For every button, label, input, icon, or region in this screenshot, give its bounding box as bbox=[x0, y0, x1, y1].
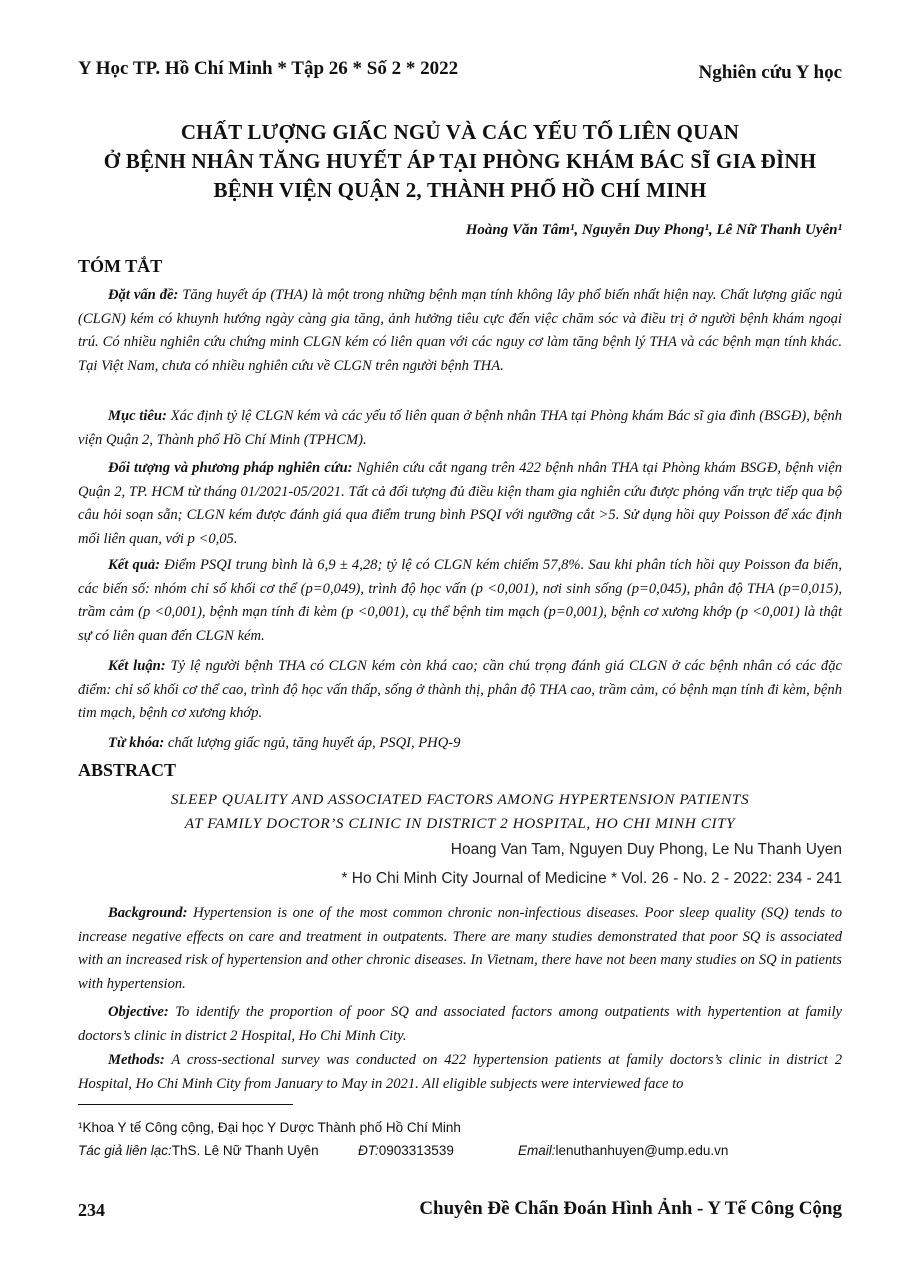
paragraph-label: Methods: bbox=[108, 1052, 165, 1068]
summary-paragraph bbox=[78, 405, 842, 452]
abstract-title bbox=[78, 788, 842, 836]
contact-name: ThS. Lê Nữ Thanh Uyên bbox=[171, 1143, 319, 1158]
paragraph-text: Tỷ lệ người bệnh THA có CLGN kém còn khá cao; cần chú trọng đánh giá CLGN ở các bệnh nhân có các đặc điểm: chỉ số khối cơ thể cao, trình độ học vấn thấp, sống ở thành thị, phân độ THA cao, trầm cảm, có bệnh mạn tính đi kèm, bệnh tim mạch, bệnh cơ xương khớp. bbox=[78, 658, 842, 722]
phone-number: 0903313539 bbox=[378, 1143, 454, 1158]
paragraph-label: Đối tượng và phương pháp nghiên cứu: bbox=[108, 460, 353, 476]
contact-label: Tác giả liên lạc: bbox=[78, 1143, 172, 1158]
paragraph-text: chất lượng giấc ngủ, tăng huyết áp, PSQI, PHQ-9 bbox=[164, 735, 461, 751]
abstract-citation: * Ho Chi Minh City Journal of Medicine * Vol. 26 - No. 2 - 2022: 234 - 241 bbox=[341, 870, 842, 887]
abstract-heading: ABSTRACT bbox=[78, 760, 177, 780]
special-issue-footer: Chuyên Đề Chẩn Đoán Hình Ảnh - Y Tế Công Cộng bbox=[419, 1198, 842, 1219]
summary-paragraph bbox=[78, 284, 842, 378]
keywords bbox=[78, 732, 842, 756]
summary-paragraph bbox=[78, 655, 842, 726]
paragraph-text: Tăng huyết áp (THA) là một trong những bệnh mạn tính không lây phổ biến nhất hiện nay. Chất lượng giấc ngủ (CLGN) kém có khuynh hướng ngày càng gia tăng, ảnh hưởng tiêu cực đến việc chăm sóc và điều trị ở người bệnh khám ngoại trú. Có nhiều nghiên cứu chứng minh CLGN kém có liên quan với các nguy cơ làm tăng bệnh lý THA và các bệnh mạn tính khác. Tại Việt Nam, chưa có nhiều nghiên cứu về CLGN trên người bệnh THA. bbox=[78, 287, 842, 374]
email-address: lenuthanhuyen@ump.edu.vn bbox=[555, 1143, 729, 1158]
summary-paragraph bbox=[78, 457, 842, 551]
paragraph-label: Từ khóa: bbox=[108, 735, 165, 751]
footnote-divider bbox=[78, 1104, 293, 1105]
abstract-title-line: SLEEP QUALITY AND ASSOCIATED FACTORS AMONG HYPERTENSION PATIENTS bbox=[170, 791, 750, 808]
title-line: BỆNH VIỆN QUẬN 2, THÀNH PHỐ HỒ CHÍ MINH bbox=[213, 178, 707, 202]
page-number: 234 bbox=[78, 1200, 105, 1220]
abstract-paragraph bbox=[78, 1049, 842, 1096]
phone-label: ĐT: bbox=[358, 1143, 379, 1158]
paragraph-text: To identify the proportion of poor SQ and associated factors among outpatients with hypertention at family doctors’s clinic in district 2 Hospital, Ho Chi Minh City. bbox=[78, 1004, 842, 1044]
summary-heading: TÓM TẮT bbox=[78, 256, 163, 276]
section-header: Nghiên cứu Y học bbox=[698, 62, 842, 83]
paragraph-label: Mục tiêu: bbox=[108, 408, 167, 424]
summary-paragraph bbox=[78, 554, 842, 648]
paragraph-label: Background: bbox=[108, 905, 188, 921]
paragraph-text: Điểm PSQI trung bình là 6,9 ± 4,28; tỷ lệ có CLGN kém chiếm 57,8%. Sau khi phân tích hồi quy Poisson đa biến, các biến số: nhóm chỉ số khối cơ thể (p=0,049), trình độ học vấn (p <0,001), nơi sinh sống (p=0,045), phân độ THA (p=0,015), trầm cảm (p <0,001), bệnh mạn tính đi kèm (p <0,001), cụ thể bệnh tim mạch (p=0,001), bệnh cơ xương khớp (p <0,001) là thật sự có liên quan đến CLGN kém. bbox=[78, 557, 842, 644]
abstract-paragraph bbox=[78, 1001, 842, 1048]
abstract-paragraph bbox=[78, 902, 842, 996]
article-title bbox=[60, 118, 860, 205]
journal-header: Y Học TP. Hồ Chí Minh * Tập 26 * Số 2 * 2022 bbox=[78, 58, 459, 79]
abstract-title-line: AT FAMILY DOCTOR’S CLINIC IN DISTRICT 2 HOSPITAL, HO CHI MINH CITY bbox=[184, 815, 736, 832]
paragraph-label: Đặt vấn đề: bbox=[108, 287, 179, 303]
paragraph-text: A cross-sectional survey was conducted on 422 hypertension patients at family doctors’s clinic in district 2 Hospital, Ho Chi Minh City from January to May in 2021. All eligible subjects were interviewed face to bbox=[78, 1052, 842, 1092]
abstract-authors: Hoang Van Tam, Nguyen Duy Phong, Le Nu Thanh Uyen bbox=[450, 841, 842, 858]
paragraph-text: Nghiên cứu cắt ngang trên 422 bệnh nhân THA tại Phòng khám BSGĐ, bệnh viện Quận 2, TP. HCM từ tháng 01/2021-05/2021. Tất cả đối tượng đủ điều kiện tham gia nghiên cứu được phỏng vấn trực tiếp qua bộ câu hỏi soạn sẵn; CLGN kém được đánh giá qua điểm trung bình PSQI với ngưỡng cắt >5. Sử dụng hồi quy Poisson để xác định mối liên quan, với p <0,05. bbox=[78, 460, 842, 547]
contact-footnote bbox=[78, 1143, 842, 1158]
title-line: Ở BỆNH NHÂN TĂNG HUYẾT ÁP TẠI PHÒNG KHÁM BÁC SĨ GIA ĐÌNH bbox=[103, 149, 817, 173]
paragraph-label: Kết quả: bbox=[108, 557, 161, 573]
title-line: CHẤT LƯỢNG GIẤC NGỦ VÀ CÁC YẾU TỐ LIÊN QUAN bbox=[180, 120, 740, 144]
authors-vietnamese: Hoàng Văn Tâm¹, Nguyễn Duy Phong¹, Lê Nữ Thanh Uyên¹ bbox=[465, 222, 842, 238]
paragraph-label: Kết luận: bbox=[108, 658, 166, 674]
paragraph-text: Hypertension is one of the most common chronic non-infectious diseases. Poor sleep quality (SQ) tends to increase negative effects on care and treatment in outpatents. There are many studies demonstrated that poor SQ is associated with an increased risk of hypertension and other chronic diseases. In Vietnam, there have not been many studies on SQ in patients with hypertension. bbox=[78, 905, 842, 992]
affiliation-footnote: ¹Khoa Y tế Công cộng, Đại học Y Dược Thành phố Hồ Chí Minh bbox=[78, 1120, 461, 1135]
paragraph-label: Objective: bbox=[108, 1004, 169, 1020]
paragraph-text: Xác định tỷ lệ CLGN kém và các yếu tố liên quan ở bệnh nhân THA tại Phòng khám Bác sĩ gia đình (BSGĐ), bệnh viện Quận 2, Thành phố Hồ Chí Minh (TPHCM). bbox=[78, 408, 843, 448]
email-label: Email: bbox=[518, 1143, 556, 1158]
